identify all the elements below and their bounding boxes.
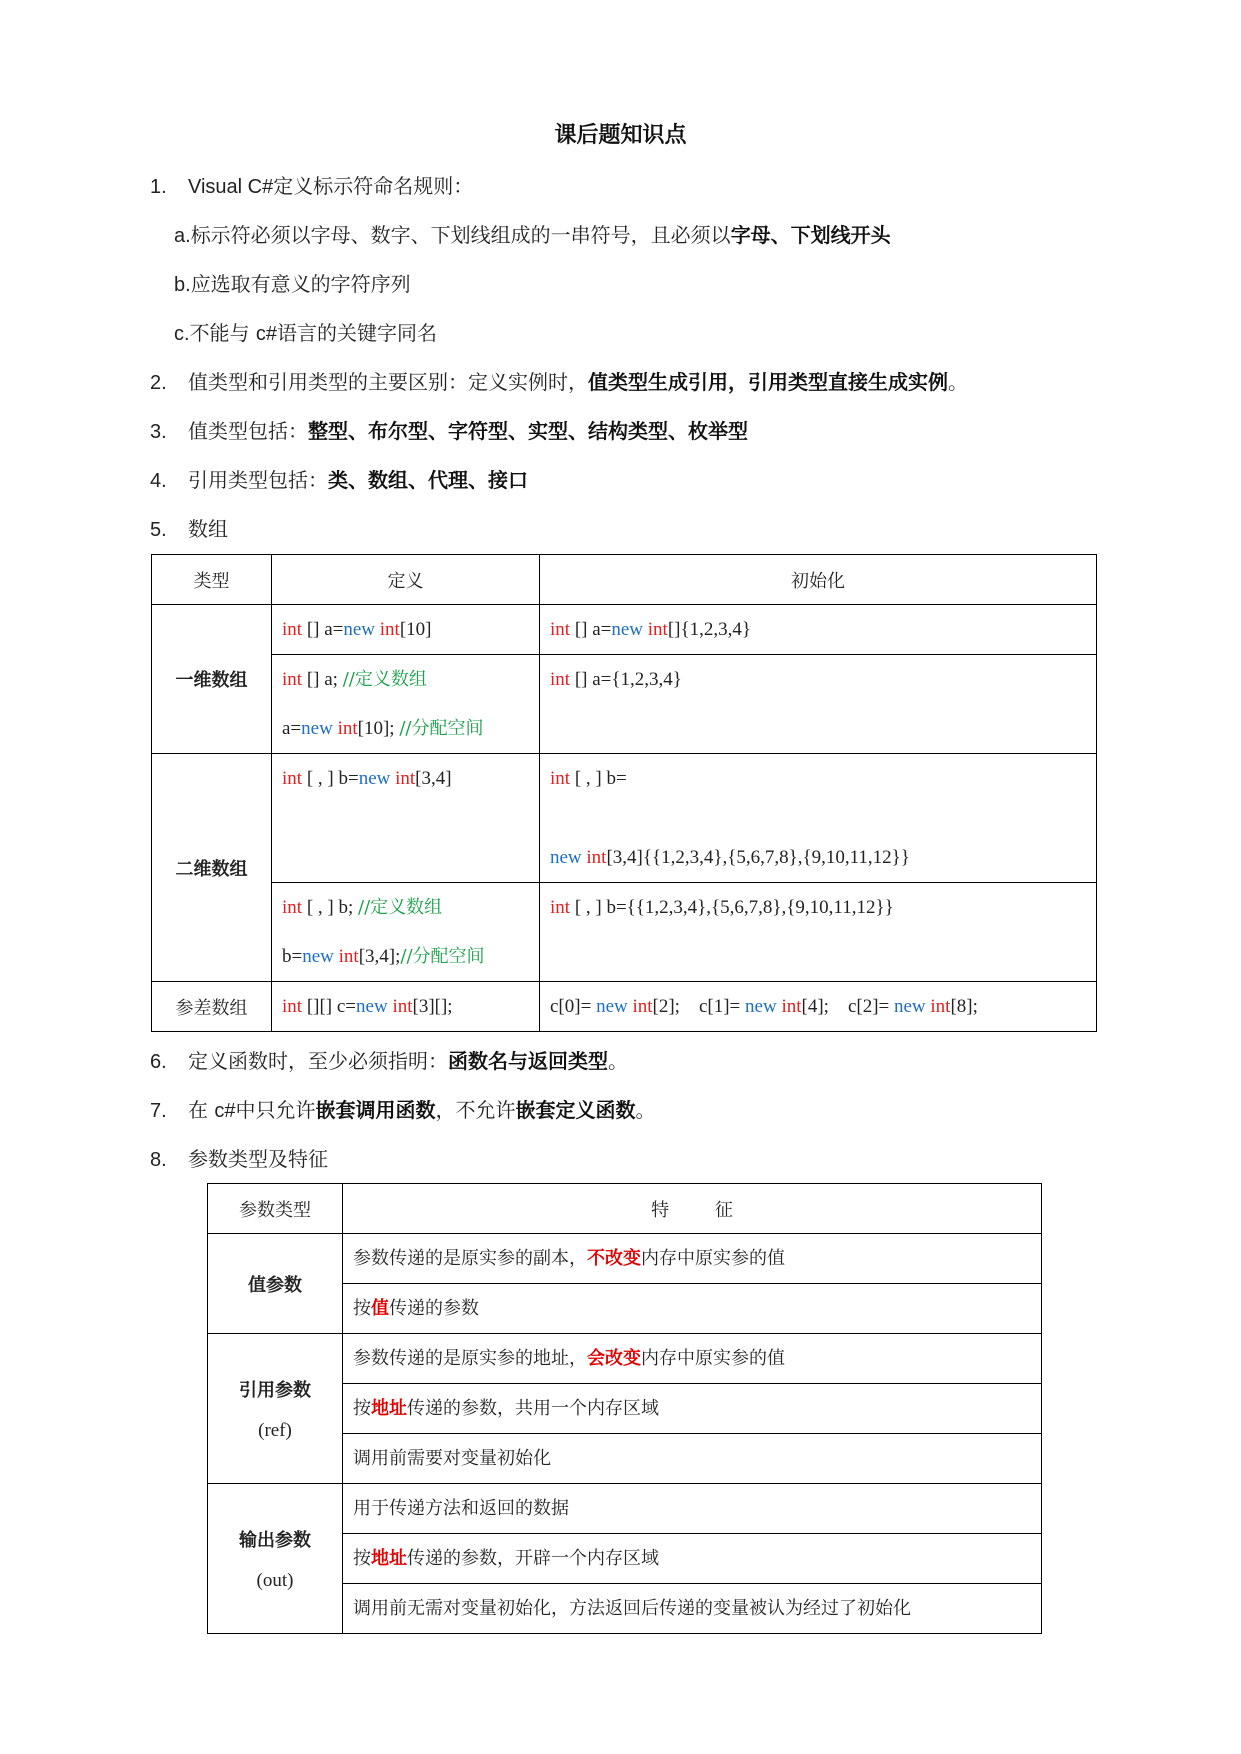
table-header-row [208,1184,1042,1234]
item-8: 8. 参数类型及特征 [150,1147,328,1171]
row-label-out-param: 输出参数 (out) [208,1484,343,1634]
table-row: 调用前需要对变量初始化 [208,1434,1042,1484]
row-label-ref-param: 引用参数 (ref) [208,1334,343,1484]
array-table [151,554,1097,1032]
table-row: 一维数组 int [] a=new int[10] int [] a=new int[]{1,2,3,4} [152,605,1097,655]
header-initialization: 初始化 [540,555,1097,605]
item-2: 2. 值类型和引用类型的主要区别：定义实例时，值类型生成引用，引用类型直接生成实例。 [150,370,968,394]
header-feature: 特 征 [343,1184,1042,1234]
item-4: 4. 引用类型包括：类、数组、代理、接口 [150,468,528,492]
rule-b: b.应选取有意义的字符序列 [174,272,411,296]
item-7: 7. 在 c#中只允许嵌套调用函数，不允许嵌套定义函数。 [150,1098,656,1122]
table-row: 二维数组 int [ , ] b=new int[3,4] int [ , ] b= new int[3,4]{{1,2,3,4},{5,6,7,8},{9,10,11,12}} [152,754,1097,883]
table-row: 按地址传递的参数，共用一个内存区域 [208,1384,1042,1434]
header-param-type: 参数类型 [208,1184,343,1234]
item-5: 5. 数组 [150,517,228,541]
item-6: 6. 定义函数时，至少必须指明：函数名与返回类型。 [150,1049,628,1073]
rule-c: c.不能与 c#语言的关键字同名 [174,321,438,345]
table-row: int [ , ] b; //定义数组 b=new int[3,4];//分配空间 int [ , ] b={{1,2,3,4},{5,6,7,8},{9,10,11,12}} [152,883,1097,982]
header-type: 类型 [152,555,272,605]
table-row: 引用参数 (ref) 参数传递的是原实参的地址，会改变内存中原实参的值 [208,1334,1042,1384]
table-row: 调用前无需对变量初始化，方法返回后传递的变量被认为经过了初始化 [208,1584,1042,1634]
header-definition: 定义 [272,555,540,605]
table-row: 按值传递的参数 [208,1284,1042,1334]
row-label-1d: 一维数组 [152,605,272,754]
param-table [207,1183,1042,1634]
table-row: 值参数 参数传递的是原实参的副本，不改变内存中原实参的值 [208,1234,1042,1284]
table-row: 按地址传递的参数，开辟一个内存区域 [208,1534,1042,1584]
table-row: 参差数组 int [][] c=new int[3][]; c[0]= new int[2]; c[1]= new int[4]; c[2]= new int[8]; [152,982,1097,1032]
row-label-jagged: 参差数组 [152,982,272,1032]
row-label-2d: 二维数组 [152,754,272,982]
item-3: 3. 值类型包括：整型、布尔型、字符型、实型、结构类型、枚举型 [150,419,748,443]
row-label-value-param: 值参数 [208,1234,343,1334]
table-row: int [] a; //定义数组 a=new int[10]; //分配空间 int [] a={1,2,3,4} [152,655,1097,754]
table-header-row [152,555,1097,605]
page-title: 课后题知识点 [554,123,687,148]
rule-a: a.标示符必须以字母、数字、下划线组成的一串符号，且必须以字母、下划线开头 [174,223,891,247]
item-number: 1. [150,176,167,198]
item-1: 1. Visual C#定义标示符命名规则： [150,174,474,198]
table-row: 输出参数 (out) 用于传递方法和返回的数据 [208,1484,1042,1534]
